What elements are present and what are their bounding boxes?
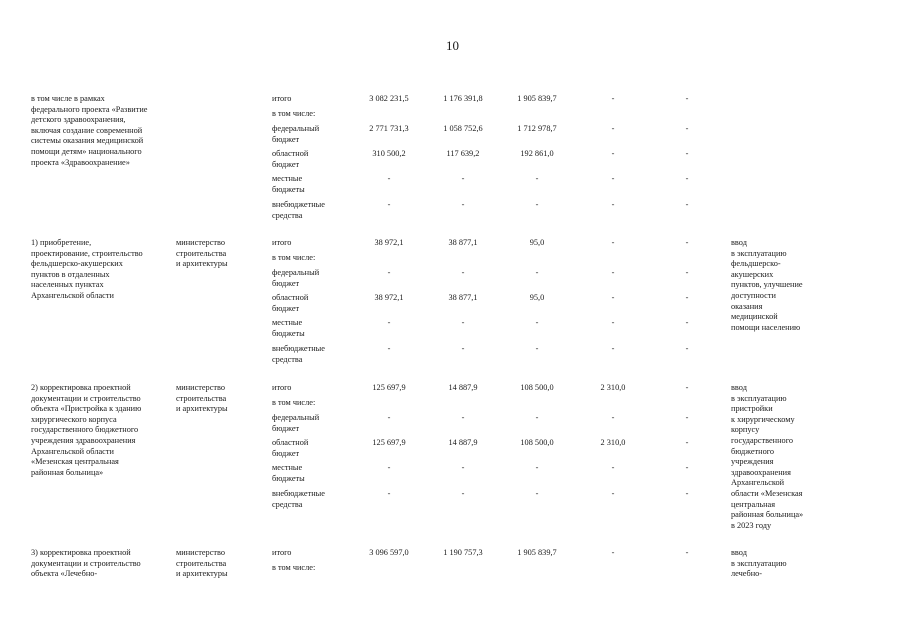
- measure-name-line: документации и строительство: [31, 558, 141, 568]
- funding-source-label: внебюджетные: [272, 489, 325, 498]
- measure-name-line: объекта «Пристройка к зданию: [31, 404, 142, 414]
- executor-line: и архитектуры: [176, 404, 228, 414]
- measure-name-line: населенных пунктах: [31, 280, 104, 290]
- funding-source-label: федеральный: [272, 413, 320, 422]
- amount-cell: -: [611, 489, 615, 498]
- executor-line: и архитектуры: [176, 569, 228, 579]
- amount-cell: -: [387, 268, 391, 277]
- funding-source-label: местные: [272, 463, 303, 472]
- funding-source-label: внебюджетные: [272, 344, 325, 353]
- amount-cell: -: [685, 94, 689, 103]
- amount-cell: -: [685, 268, 689, 277]
- measure-name-line: хирургического корпуса: [31, 414, 117, 424]
- amount-cell: -: [611, 293, 615, 302]
- measure-name-line: фельдшерско-акушерских: [31, 259, 123, 269]
- amount-cell: -: [685, 200, 689, 209]
- amount-cell: -: [387, 318, 391, 327]
- expected-result-line: пристройки: [731, 404, 773, 414]
- funding-source-label: бюджет: [272, 278, 300, 288]
- measure-name-line: 3) корректировка проектной: [31, 548, 131, 557]
- amount-cell: -: [611, 149, 615, 158]
- expected-result-line: в эксплуатацию: [731, 558, 787, 568]
- amount-cell: -: [535, 174, 539, 183]
- executor-line: министерство: [176, 548, 226, 557]
- funding-source-label: средства: [272, 354, 303, 364]
- amount-cell: 38 877,1: [448, 293, 478, 302]
- amount-cell: -: [685, 174, 689, 183]
- measure-name-line: учреждения здравоохранения: [31, 436, 136, 445]
- amount-cell: -: [611, 413, 615, 422]
- expected-result-line: пунктов, улучшение: [731, 280, 803, 290]
- amount-cell: -: [611, 548, 615, 557]
- expected-result-line: акушерских: [731, 269, 774, 279]
- funding-source-label: средства: [272, 210, 303, 220]
- amount-cell: -: [685, 318, 689, 327]
- amount-cell: 1 058 752,6: [443, 124, 483, 133]
- amount-cell: -: [685, 293, 689, 302]
- amount-cell: -: [685, 413, 689, 422]
- amount-cell: -: [685, 238, 689, 247]
- funding-source-label: бюджеты: [272, 328, 305, 338]
- amount-cell: 1 712 978,7: [517, 124, 557, 133]
- amount-cell: -: [387, 413, 391, 422]
- measure-name-line: «Мезенская центральная: [31, 457, 119, 467]
- amount-cell: 2 771 731,3: [369, 124, 409, 133]
- amount-cell: -: [535, 413, 539, 422]
- expected-result-line: государственного: [731, 436, 794, 445]
- funding-source-label: в том числе:: [272, 253, 316, 262]
- measure-name-line: документации и строительство: [31, 393, 141, 403]
- funding-source-label: итого: [272, 383, 292, 392]
- funding-source-label: бюджет: [272, 448, 300, 458]
- amount-cell: 38 972,1: [374, 238, 404, 247]
- expected-result-line: в 2023 году: [731, 520, 772, 530]
- amount-cell: 1 905 839,7: [517, 548, 557, 557]
- funding-source-label: в том числе:: [272, 398, 316, 407]
- funding-source-label: в том числе:: [272, 563, 316, 572]
- expected-result-line: центральная: [731, 499, 776, 509]
- amount-cell: -: [685, 463, 689, 472]
- measure-name-line: пунктов в отдаленных: [31, 269, 110, 279]
- funding-source-label: средства: [272, 499, 303, 509]
- expected-result-line: Архангельской: [731, 478, 785, 488]
- executor-line: строительства: [176, 558, 227, 568]
- measure-name-line: помощи детям» национального: [31, 147, 142, 156]
- measure-name-line: Архангельской области: [31, 291, 114, 300]
- amount-cell: -: [611, 268, 615, 277]
- amount-cell: 2 310,0: [600, 438, 626, 447]
- funding-source-label: в том числе:: [272, 109, 316, 118]
- measure-name-line: Архангельской области: [31, 446, 114, 456]
- expected-result-line: ввод: [731, 548, 747, 557]
- amount-cell: 125 697,9: [372, 383, 406, 392]
- amount-cell: 310 500,2: [372, 149, 406, 158]
- funding-source-label: областной: [272, 293, 309, 302]
- expected-result-line: в эксплуатацию: [731, 248, 787, 258]
- amount-cell: -: [461, 268, 465, 277]
- amount-cell: -: [611, 463, 615, 472]
- amount-cell: -: [611, 174, 615, 183]
- amount-cell: 95,0: [529, 238, 545, 247]
- expected-result-line: к хирургическому: [731, 414, 795, 424]
- amount-cell: 38 972,1: [374, 293, 404, 302]
- expected-result-line: районная больница»: [731, 510, 804, 520]
- expected-result-line: учреждения: [731, 457, 774, 467]
- amount-cell: -: [611, 318, 615, 327]
- expected-result-line: доступности: [731, 291, 776, 300]
- amount-cell: -: [461, 463, 465, 472]
- amount-cell: 95,0: [529, 293, 545, 302]
- measure-name-line: 1) приобретение,: [31, 238, 92, 247]
- funding-source-label: областной: [272, 438, 309, 447]
- amount-cell: -: [611, 200, 615, 209]
- amount-cell: -: [685, 124, 689, 133]
- amount-cell: 2 310,0: [600, 383, 626, 392]
- expected-result-line: корпусу: [731, 425, 760, 435]
- amount-cell: -: [535, 344, 539, 353]
- funding-source-label: итого: [272, 238, 292, 247]
- amount-cell: -: [387, 489, 391, 498]
- amount-cell: 14 887,9: [448, 438, 478, 447]
- amount-cell: -: [611, 124, 615, 133]
- amount-cell: -: [461, 174, 465, 183]
- amount-cell: -: [535, 489, 539, 498]
- executor-line: министерство: [176, 238, 226, 247]
- amount-cell: -: [611, 238, 615, 247]
- amount-cell: 108 500,0: [520, 438, 554, 447]
- funding-source-label: бюджет: [272, 159, 300, 169]
- expected-result-line: фельдшерско-: [731, 259, 781, 269]
- measure-name-line: федерального проекта «Развитие: [31, 104, 148, 114]
- funding-source-label: областной: [272, 149, 309, 158]
- expected-result-line: медицинской: [731, 312, 778, 322]
- measure-name-line: проектирование, строительство: [31, 248, 143, 258]
- amount-cell: 38 877,1: [448, 238, 478, 247]
- funding-source-label: итого: [272, 94, 292, 103]
- funding-source-label: федеральный: [272, 268, 320, 277]
- amount-cell: -: [611, 94, 615, 103]
- measure-name-line: государственного бюджетного: [31, 425, 139, 435]
- funding-source-label: бюджет: [272, 134, 300, 144]
- amount-cell: -: [461, 200, 465, 209]
- expected-result-line: области «Мезенская: [731, 489, 803, 498]
- amount-cell: -: [535, 318, 539, 327]
- expected-result-line: ввод: [731, 383, 747, 392]
- amount-cell: -: [611, 344, 615, 353]
- amount-cell: -: [685, 344, 689, 353]
- funding-source-label: местные: [272, 174, 303, 183]
- amount-cell: 117 639,2: [446, 149, 480, 158]
- funding-source-label: внебюджетные: [272, 200, 325, 209]
- amount-cell: -: [387, 200, 391, 209]
- measure-name-line: включая создание современной: [31, 125, 143, 135]
- expected-result-line: здравоохранения: [731, 467, 791, 477]
- amount-cell: -: [387, 463, 391, 472]
- expected-result-line: ввод: [731, 238, 747, 247]
- expected-result-line: помощи населению: [731, 322, 801, 332]
- measure-name-line: объекта «Лечебно-: [31, 569, 98, 579]
- measure-name-line: в том числе в рамках: [31, 94, 105, 103]
- amount-cell: -: [461, 489, 465, 498]
- amount-cell: -: [387, 174, 391, 183]
- measure-name-line: проекта «Здравоохранение»: [31, 157, 130, 167]
- amount-cell: -: [685, 548, 689, 557]
- measure-name-line: детского здравоохранения,: [31, 115, 126, 125]
- funding-source-label: бюджеты: [272, 184, 305, 194]
- funding-source-label: местные: [272, 318, 303, 327]
- expected-result-line: бюджетного: [731, 446, 775, 456]
- amount-cell: 14 887,9: [448, 383, 478, 392]
- amount-cell: -: [685, 383, 689, 392]
- measure-name-line: системы оказания медицинской: [31, 136, 144, 146]
- amount-cell: 108 500,0: [520, 383, 554, 392]
- executor-line: и архитектуры: [176, 259, 228, 269]
- funding-source-label: бюджет: [272, 423, 300, 433]
- funding-source-label: бюджеты: [272, 473, 305, 483]
- amount-cell: -: [685, 489, 689, 498]
- amount-cell: 1 176 391,8: [443, 94, 483, 103]
- amount-cell: -: [535, 200, 539, 209]
- amount-cell: 125 697,9: [372, 438, 406, 447]
- amount-cell: -: [685, 149, 689, 158]
- expected-result-line: лечебно-: [731, 569, 763, 579]
- expected-result-line: в эксплуатацию: [731, 393, 787, 403]
- amount-cell: 3 096 597,0: [369, 548, 409, 557]
- amount-cell: -: [461, 413, 465, 422]
- amount-cell: -: [535, 268, 539, 277]
- funding-source-label: бюджет: [272, 303, 300, 313]
- amount-cell: -: [461, 344, 465, 353]
- executor-line: министерство: [176, 383, 226, 392]
- funding-source-label: федеральный: [272, 124, 320, 133]
- amount-cell: 1 190 757,3: [443, 548, 483, 557]
- amount-cell: 1 905 839,7: [517, 94, 557, 103]
- amount-cell: -: [535, 463, 539, 472]
- page-number: 10: [446, 38, 459, 53]
- amount-cell: -: [685, 438, 689, 447]
- amount-cell: -: [387, 344, 391, 353]
- executor-line: строительства: [176, 393, 227, 403]
- amount-cell: -: [461, 318, 465, 327]
- amount-cell: 3 082 231,5: [369, 94, 409, 103]
- expected-result-line: оказания: [731, 301, 763, 311]
- amount-cell: 192 861,0: [520, 149, 554, 158]
- measure-name-line: районная больница»: [31, 467, 104, 477]
- executor-line: строительства: [176, 248, 227, 258]
- measure-name-line: 2) корректировка проектной: [31, 383, 131, 392]
- funding-source-label: итого: [272, 548, 292, 557]
